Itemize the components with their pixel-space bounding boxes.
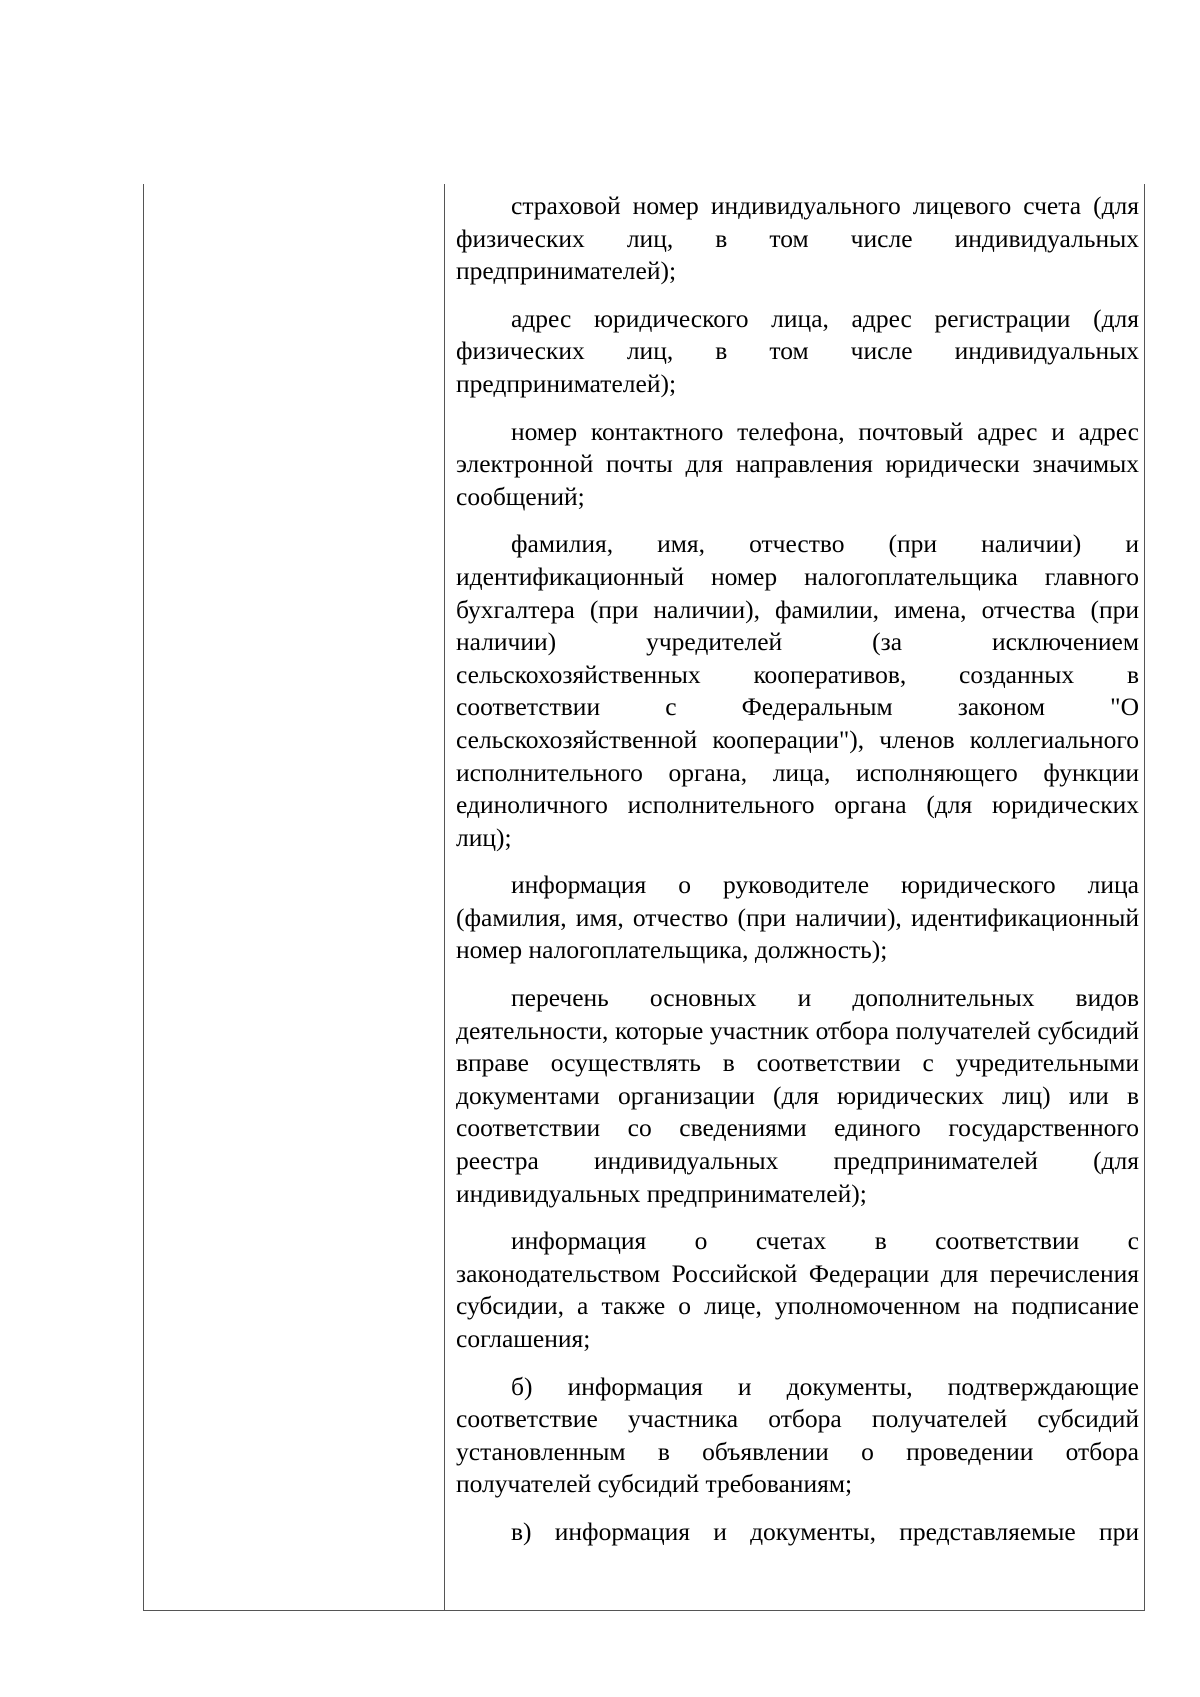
paragraph-item-v: в) информация и документы, представляемые при (511, 1516, 1139, 1546)
paragraph-accounts: информация о счетах в соответствии с законодательством Российской Федерации для перечисления субсидии, а также о лице, уполномоченном на подписание соглашения; (456, 1226, 1139, 1353)
paragraph-insurance-number: страховой номер индивидуального лицевого счета (для физических лиц, в том числе индивидуальных предпринимателей); (456, 191, 1139, 286)
paragraph-head-info: информация о руководителе юридического лица (фамилия, имя, отчество (при наличии), идентификационный номер налогоплательщика, должность); (456, 870, 1139, 965)
paragraph-activities: перечень основных и дополнительных видов деятельности, которые участник отбора получателей субсидий вправе осуществлять в соответствии с учредительными документами организации (для юридических лиц) или в соответствии со сведениями единого государственного реестра индивидуальных предпринимателей (для индивидуальных предпринимателей); (456, 983, 1139, 1208)
column-divider (444, 184, 445, 1611)
paragraph-accountant-founders: фамилия, имя, отчество (при наличии) и идентификационный номер налогоплательщика главного бухгалтера (при наличии), фамилии, имена, отчества (при наличии) учредителей (за исключением сельскохозяйственных кооперативов, созданных в соответствии с Федеральным законом "О сельскохозяйственной кооперации"), членов коллегиального исполнительного органа, лица, исполняющего функции единоличного исполнительного органа (для юридических лиц); (456, 529, 1139, 852)
paragraph-item-b: б) информация и документы, подтверждающие соответствие участника отбора получателей субсидий установленным в объявлении о проведении отбора получателей субсидий требованиям; (456, 1371, 1139, 1499)
paragraph-contacts: номер контактного телефона, почтовый адрес и адрес электронной почты для направления юридически значимых сообщений; (456, 416, 1139, 511)
paragraph-address: адрес юридического лица, адрес регистрации (для физических лиц, в том числе индивидуальных предпринимателей); (456, 303, 1139, 398)
right-column-text (456, 190, 1139, 1549)
